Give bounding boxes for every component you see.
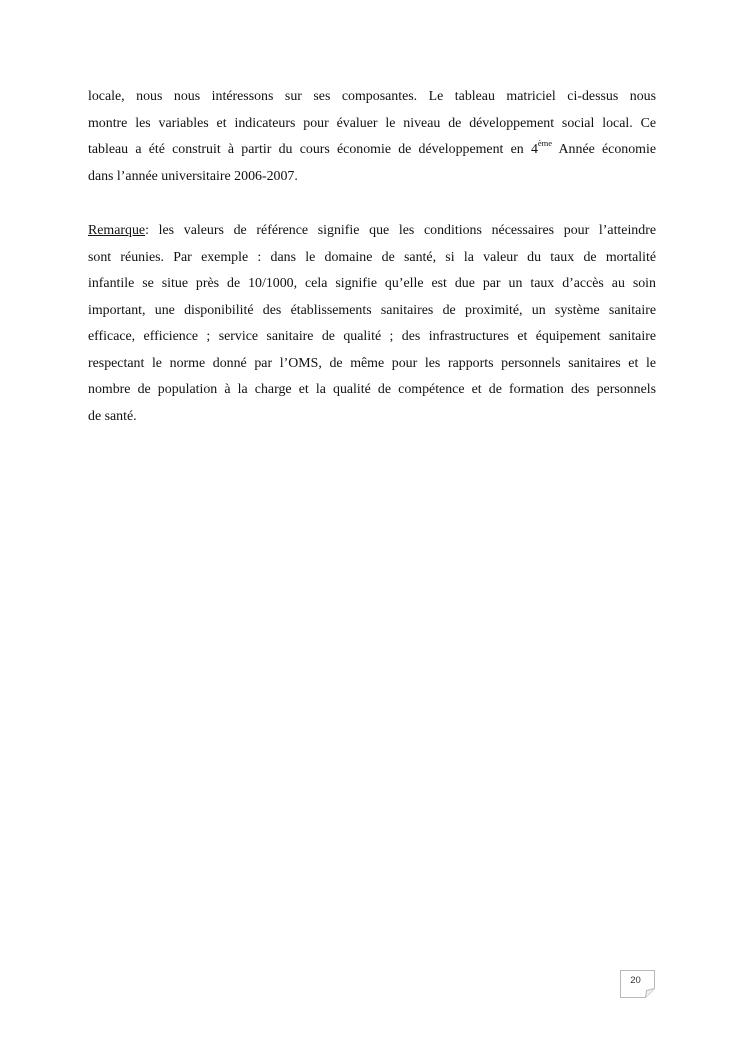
text-segment: : les valeurs de référence signifie que les conditions nécessaires pour l’atteindre <box>145 223 656 238</box>
superscript-ordinal: ème <box>537 138 553 149</box>
text-line <box>88 218 656 245</box>
text-line: de santé. <box>88 408 137 424</box>
text-segment: Année économie <box>552 142 656 157</box>
page-number: 20 <box>630 975 641 986</box>
text-line: sont réunies. Par exemple : dans le domaine de santé, si la valeur du taux de mortalité <box>88 249 656 265</box>
remark-label: Remarque <box>88 223 146 238</box>
text-line: nombre de population à la charge et la qualité de compétence et de formation des personnels <box>88 382 656 397</box>
text-line: respectant le norme donné par l’OMS, de même pour les rapports personnels sanitaires et le <box>88 355 656 371</box>
page-number-box <box>620 970 655 997</box>
text-line: efficace, efficience ; service sanitaire de qualité ; des infrastructures et équipement sanitaire <box>88 329 656 344</box>
text-line: locale, nous nous intéressons sur ses composantes. Le tableau matriciel ci-dessus nous <box>88 89 656 104</box>
text-segment: tableau a été construit à partir du cours économie de développement en 4 <box>88 142 538 157</box>
text-line: montre les variables et indicateurs pour évaluer le niveau de développement social local. Ce <box>88 115 656 131</box>
text-line <box>88 137 656 164</box>
text-line: important, une disponibilité des établissements sanitaires de proximité, un système sanitaire <box>88 302 656 318</box>
text-line: infantile se situe près de 10/1000, cela signifie qu’elle est due par un taux d’accès au soin <box>88 276 656 291</box>
paragraph-intro <box>88 84 656 190</box>
text-line: dans l’année universitaire 2006-2007. <box>88 168 298 184</box>
paragraph-remark <box>88 218 656 430</box>
